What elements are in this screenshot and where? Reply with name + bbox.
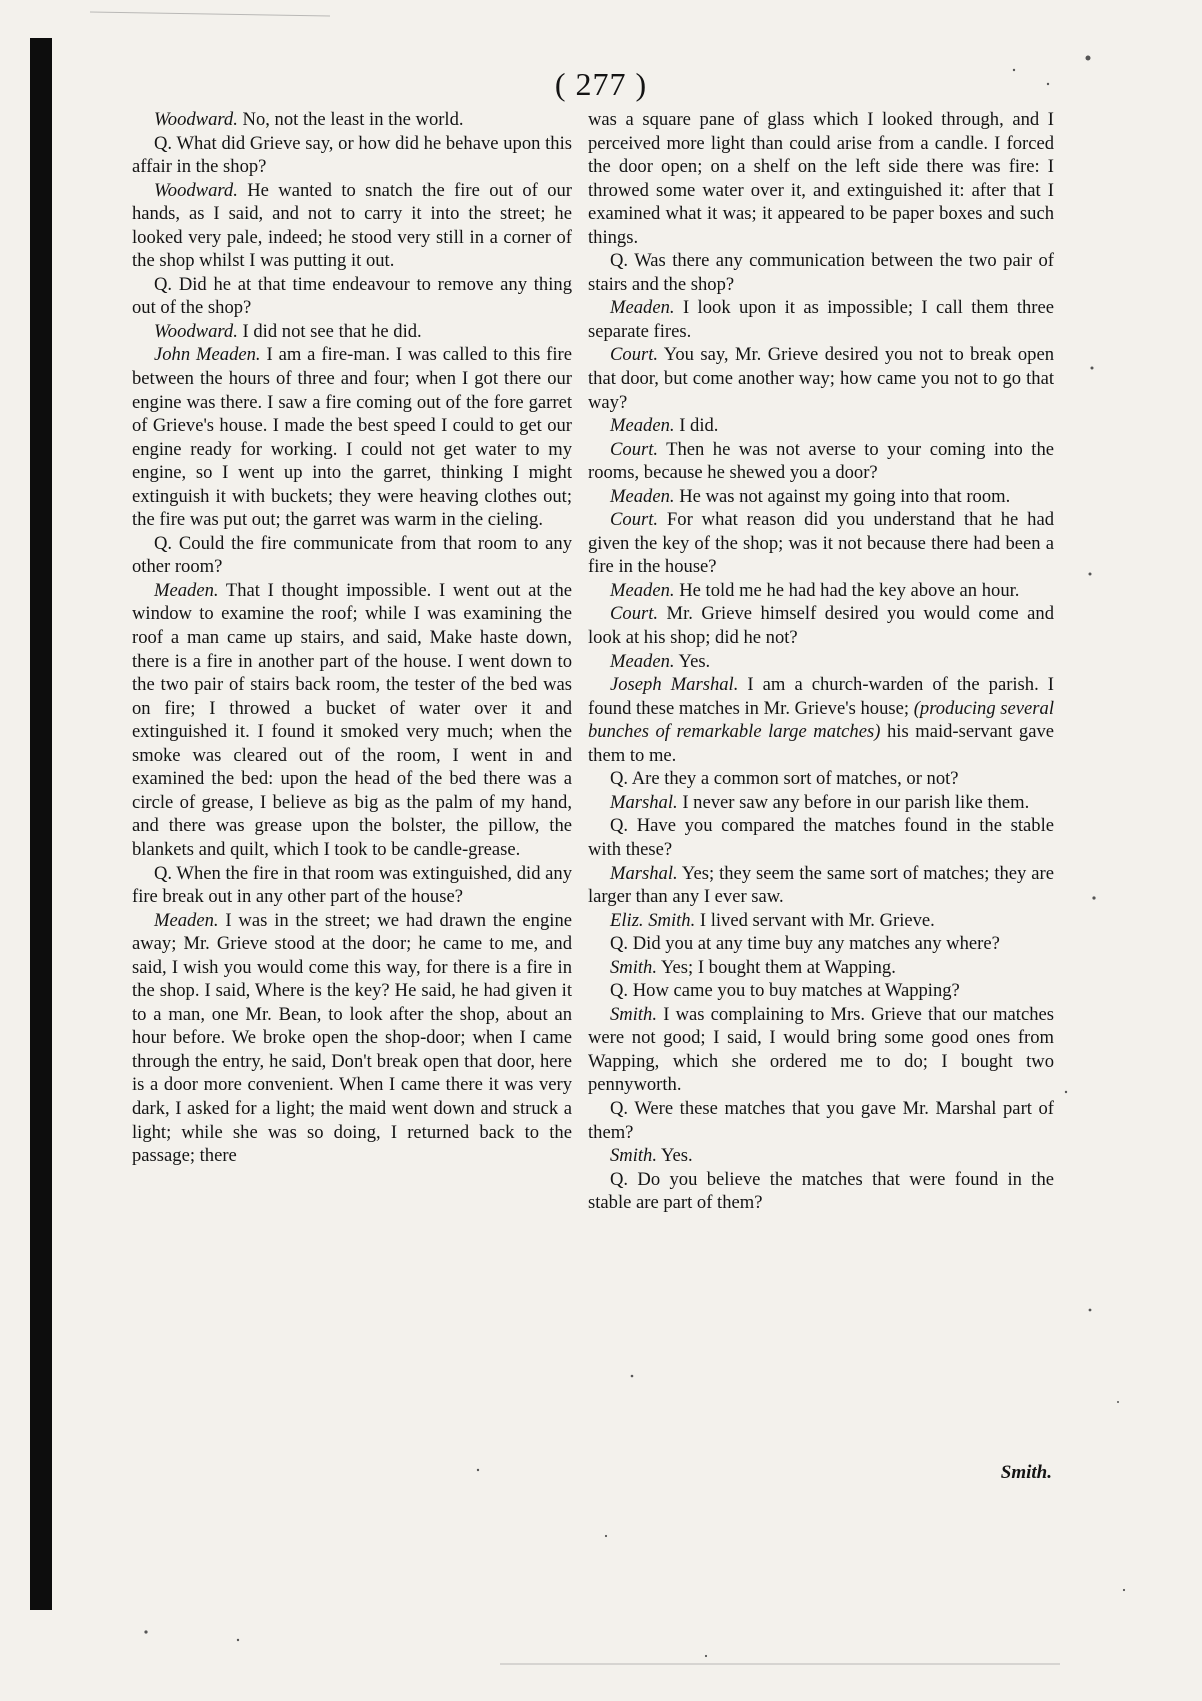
paragraph-text: Q. Are they a common sort of matches, or not? [610,768,959,790]
paragraph-text: I never saw any before in our parish like them. [677,791,1030,813]
paragraph [588,767,1054,791]
paragraph-text: Yes. [657,1145,693,1167]
paragraph [588,579,1054,603]
paragraph [588,814,1054,861]
paragraph-text: I was complaining to Mrs. Grieve that our matches were not good; I said, I would bring some good ones from Wapping, which she ordered me to do; I bought two pennyworth. [588,1003,1054,1096]
paragraph-text: Q. Do you believe the matches that were found in the stable are part of them? [588,1168,1054,1214]
paragraph [132,909,572,1168]
speaker-name: Meaden. [610,297,675,319]
paragraph [132,862,572,909]
paragraph-text: Q. Were these matches that you gave Mr. Marshal part of them? [588,1097,1054,1143]
paragraph-text: was a square pane of glass which I looked through, and I perceived more light than could arise from a candle. I forced the door open; on a shelf on the left side there was fire: I throwed some water over it, and extinguished it: after that I examined what it was; it appeared to be paper boxes and such things. [588,109,1054,248]
paragraph [588,862,1054,909]
speaker-name: Marshal. [610,862,678,884]
right-column [588,108,1054,1215]
paragraph-text: I was in the street; we had drawn the engine away; Mr. Grieve stood at the door; he came to me, and said, I wish you would come this way, for there is a fire in the shop. I said, Where is the key? He said, he had given it to a man, one Mr. Bean, to look after the shop, about an hour before. We broke open the shop-door; when I came through the entry, he said, Don't break open that door, here is a door more convenient. When I came there it was very dark, I asked for a light; the maid went down and struck a light; while she was so doing, I returned back to the passage; there [132,909,572,1167]
paragraph [588,343,1054,414]
paragraph [588,296,1054,343]
speaker-name: Meaden. [610,650,675,672]
speaker-name: Marshal. [610,791,678,813]
paragraph [588,485,1054,509]
speaker-name: Smith. [610,1145,658,1167]
speaker-name: Woodward. [154,109,238,130]
speaker-name: Meaden. [610,415,675,437]
speaker-name: Smith. [610,1003,658,1025]
paragraph [588,249,1054,296]
paragraph [588,791,1054,815]
paragraph-text: You say, Mr. Grieve desired you not to break open that door, but come another way; how came you not to go that way? [588,344,1054,413]
paragraph [588,414,1054,438]
paragraph [588,673,1054,767]
paragraph [588,1003,1054,1097]
speaker-name: Meaden. [610,579,675,601]
speaker-name: Eliz. Smith. [610,909,696,931]
paragraph-text: He wanted to snatch the fire out of our hands, as I said, and not to carry it into the street; he looked very pale, indeed; he stood very still in a corner of the shop whilst I was putting it out. [132,179,572,272]
paragraph [588,909,1054,933]
paragraph [132,179,572,273]
paragraph-text: I look upon it as impossible; I call them three separate fires. [588,297,1054,342]
paragraph-text: Q. Could the fire communicate from that room to any other room? [132,532,572,578]
speaker-name: Court. [610,509,659,531]
paragraph-text: Yes. [674,650,711,672]
speaker-name: Meaden. [154,579,219,601]
paragraph-text: He was not against my going into that room. [674,485,1011,507]
paragraph [588,602,1054,649]
paragraph-text: He told me he had had the key above an hour. [674,579,1020,601]
speaker-name: Woodward. [154,179,238,201]
paragraph-text: For what reason did you understand that he had given the key of the shop; was it not because there had been a fire in the house? [588,509,1054,578]
paragraph [588,508,1054,579]
paragraph [588,108,1054,249]
speaker-name: Court. [610,344,659,366]
paragraph-text: Yes; they seem the same sort of matches; they are larger than any I ever saw. [588,862,1054,908]
speaker-name: Court. [610,438,659,460]
left-column [132,108,572,1168]
paragraph-text: That I thought impossible. I went out at the window to examine the roof; while I was examining the roof a man came up stairs, and said, Make haste down, there is a fire in another part of the house. I went down to the two pair of stairs back room, the tester of the bed was on fire; I throwed a bucket of water over it and extinguished it. I found it smoked very much; when the smoke was cleared out of the room, I went in and examined the bed: upon the head of the bed there was a circle of grease, I believe as big as the palm of my hand, and there was grease upon the bolster, the pillow, the blankets and quilt, which I took to be candle-grease. [132,579,572,860]
paragraph-text: I did. [674,415,719,437]
paragraph-text: Q. Did he at that time endeavour to remove any thing out of the shop? [132,273,572,319]
paragraph [588,932,1054,956]
paragraph-text: I am a fire-man. I was called to this fire between the hours of three and four; when I got there our engine was there. I saw a fire coming out of the fore garret of Grieve's house. I made the best speed I could to get our engine ready for working. I could not get water to my engine, so I went up into the garret, thinking I might extinguish it with buckets; they were heaving clothes out; the fire was put out; the garret was warm in the cieling. [132,344,572,531]
paragraph [588,1097,1054,1144]
paragraph-text: Yes; I bought them at Wapping. [657,956,896,978]
paragraph-text-tail: his maid-servant gave them to me. [588,721,1054,766]
paragraph-text: Q. Did you at any time buy any matches any where? [610,933,1000,955]
paragraph-text: Q. How came you to buy matches at Wapping? [610,980,960,1002]
paragraph [132,132,572,179]
speaker-name: John Meaden. [154,344,261,366]
speaker-name: Meaden. [610,485,675,507]
speaker-name: Court. [610,603,659,625]
paragraph [132,343,572,531]
paragraph-text: Q. When the fire in that room was extinguished, did any fire break out in any other part of the house? [132,862,572,908]
paragraph [132,108,572,132]
paragraph [588,1168,1054,1215]
paragraph-text: Then he was not averse to your coming into the rooms, because he shewed you a door? [588,438,1054,484]
paragraph [132,320,572,344]
paragraph-text: Mr. Grieve himself desired you would come and look at his shop; did he not? [588,603,1054,649]
paragraph [588,438,1054,485]
paragraph [132,532,572,579]
paragraph-text: I did not see that he did. [237,320,422,342]
speaker-name: Meaden. [154,909,219,931]
paragraph-text: I lived servant with Mr. Grieve. [695,909,935,931]
paragraph [588,650,1054,674]
speaker-name: Joseph Marshal. [610,674,739,696]
binding-shadow [30,38,52,1610]
paragraph [132,579,572,862]
catchword: Smith. [1000,1462,1052,1483]
speaker-name: Smith. [610,956,658,978]
paragraph [132,273,572,320]
paragraph [588,979,1054,1003]
stage-direction: (producing several bunches of remarkable large matches) [588,697,1054,743]
paragraph-text: Q. Have you compared the matches found in the stable with these? [588,815,1054,860]
paragraph-text: I am a church-warden of the parish. I found these matches in Mr. Grieve's house; [588,674,1054,719]
page-number: ( 277 ) [554,66,648,102]
paragraph-text: Q. What did Grieve say, or how did he behave upon this affair in the shop? [132,132,572,178]
paragraph-text: Q. Was there any communication between the two pair of stairs and the shop? [588,250,1054,295]
speaker-name: Woodward. [154,320,238,342]
paragraph-text: No, not the least in the world. [237,109,464,130]
paragraph [588,956,1054,980]
paragraph [588,1144,1054,1168]
